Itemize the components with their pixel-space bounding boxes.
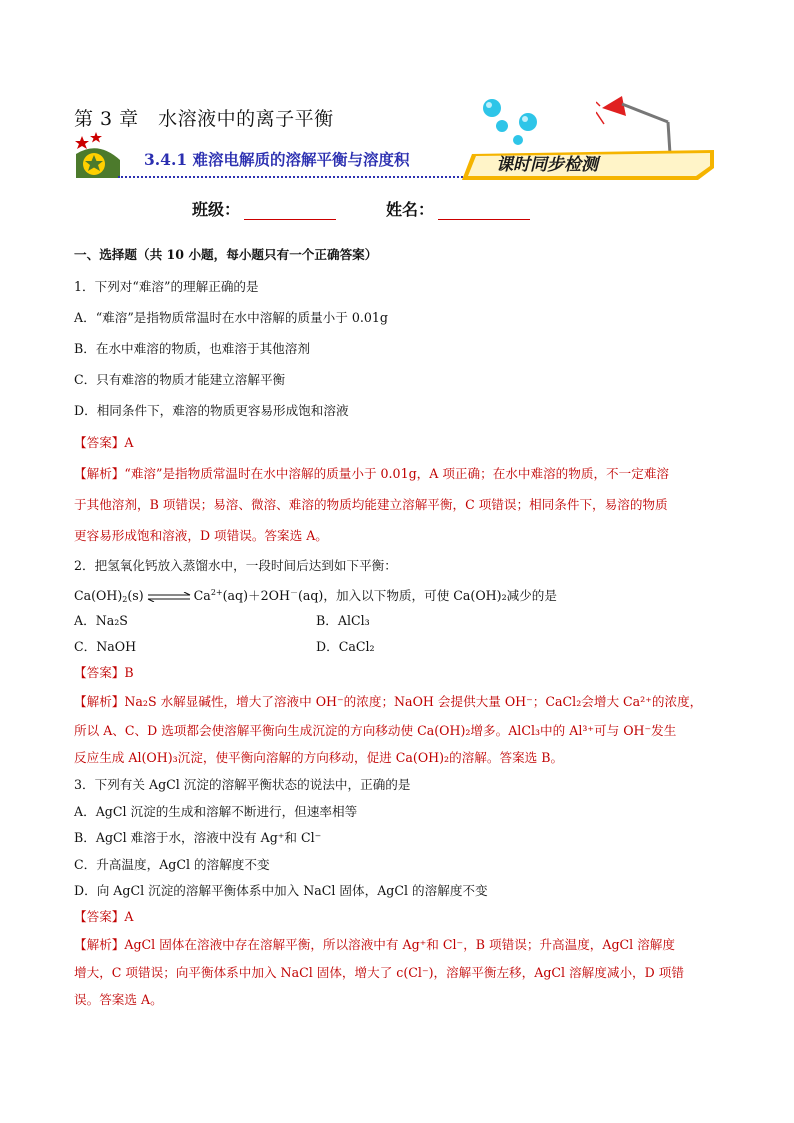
q3-option-c: C．升高温度，AgCl 的溶解度不变 — [74, 857, 270, 872]
q1-explanation-3: 更容易形成饱和溶液，D 项错误。答案选 A。 — [74, 528, 328, 543]
name-blank[interactable] — [438, 203, 530, 220]
q1-answer: 【答案】A — [74, 435, 134, 450]
q2-explanation-2: 所以 A、C、D 选项都会使溶解平衡向生成沉淀的方向移动使 Ca(OH)₂增多。AlCl₃中的 Al³⁺可与 OH⁻发生 — [74, 723, 677, 738]
q2-answer: 【答案】B — [74, 665, 134, 680]
q2-option-d: D．CaCl₂ — [316, 639, 375, 654]
q3-explanation-2: 增大，C 项错误；向平衡体系中加入 NaCl 固体，增大了 c(Cl⁻)，溶解平衡左移，AgCl 溶解度减小，D 项错 — [74, 965, 684, 980]
q1-stem: 1．下列对“难溶”的理解正确的是 — [74, 279, 259, 294]
q3-stem: 3．下列有关 AgCl 沉淀的溶解平衡状态的说法中，正确的是 — [74, 777, 411, 792]
name-field — [386, 197, 530, 220]
q1-option-b: B．在水中难溶的物质，也难溶于其他溶剂 — [74, 341, 310, 356]
q1-explanation-1: 【解析】“难溶”是指物质常温时在水中溶解的质量小于 0.01g，A 项正确；在水中难溶的物质，不一定难溶 — [74, 466, 670, 481]
name-label: 姓名： — [386, 200, 435, 219]
q3-explanation-3: 误。答案选 A。 — [74, 992, 163, 1007]
q2-explanation-3: 反应生成 Al(OH)₃沉淀，使平衡向溶解的方向移动，促进 Ca(OH)₂的溶解。答案选 B。 — [74, 750, 564, 765]
q3-option-b: B．AgCl 难溶于水，溶液中没有 Ag⁺和 Cl⁻ — [74, 830, 322, 845]
class-blank[interactable] — [244, 203, 336, 220]
q2-option-c: C．NaOH — [74, 639, 137, 654]
q1-option-a: A．“难溶”是指物质常温时在水中溶解的质量小于 0.01g — [74, 310, 388, 325]
bubbles-icon — [478, 96, 548, 146]
q2-stem: 2．把氢氧化钙放入蒸馏水中，一段时间后达到如下平衡： — [74, 558, 397, 573]
q2-explanation-1: 【解析】Na₂S 水解显碱性，增大了溶液中 OH⁻的浓度；NaOH 会提供大量 OH⁻；CaCl₂会增大 Ca²⁺的浓度， — [74, 694, 703, 709]
q2-option-a: A．Na₂S — [74, 613, 128, 628]
dotted-divider — [118, 176, 466, 178]
q2-equation-tail: ，加入以下物质，可使 Ca(OH)₂减少的是 — [323, 588, 557, 603]
equilibrium-arrow-icon — [146, 592, 192, 602]
q2-option-b: B．AlCl₃ — [316, 613, 370, 628]
class-label: 班级： — [192, 200, 241, 219]
q1-explanation-2: 于其他溶剂，B 项错误；易溶、微溶、难溶的物质均能建立溶解平衡，C 项错误；相同条件下，易溶的物质 — [74, 497, 668, 512]
chapter-title: 第 3 章 水溶液中的离子平衡 — [74, 108, 334, 130]
q3-explanation-1: 【解析】AgCl 固体在溶液中存在溶解平衡，所以溶液中有 Ag⁺和 Cl⁻，B 项错误；升高温度，AgCl 溶解度 — [74, 937, 675, 952]
q3-answer: 【答案】A — [74, 909, 134, 924]
section-title: 3.4.1 难溶电解质的溶解平衡与溶度积 — [144, 150, 410, 169]
desk-lamp-icon — [596, 94, 686, 156]
q2-equation: $Ca(OH)_2(s)$ $Ca^{2+}(aq)+2OH^-(aq)$，加入以下物质，可使 Ca(OH)₂减少的是 — [74, 588, 557, 604]
q3-option-d: D．向 AgCl 沉淀的溶解平衡体系中加入 NaCl 固体，AgCl 的溶解度不变 — [74, 883, 488, 898]
class-field — [192, 197, 336, 220]
q1-option-d: D．相同条件下，难溶的物质更容易形成饱和溶液 — [74, 403, 349, 418]
star-badge-icon — [72, 130, 124, 180]
section-heading: 一、选择题（共 10 小题，每小题只有一个正确答案） — [74, 247, 378, 262]
q3-option-a: A．AgCl 沉淀的生成和溶解不断进行，但速率相等 — [74, 804, 358, 819]
q1-option-c: C．只有难溶的物质才能建立溶解平衡 — [74, 372, 286, 387]
banner-label: 课时同步检测 — [496, 155, 598, 175]
